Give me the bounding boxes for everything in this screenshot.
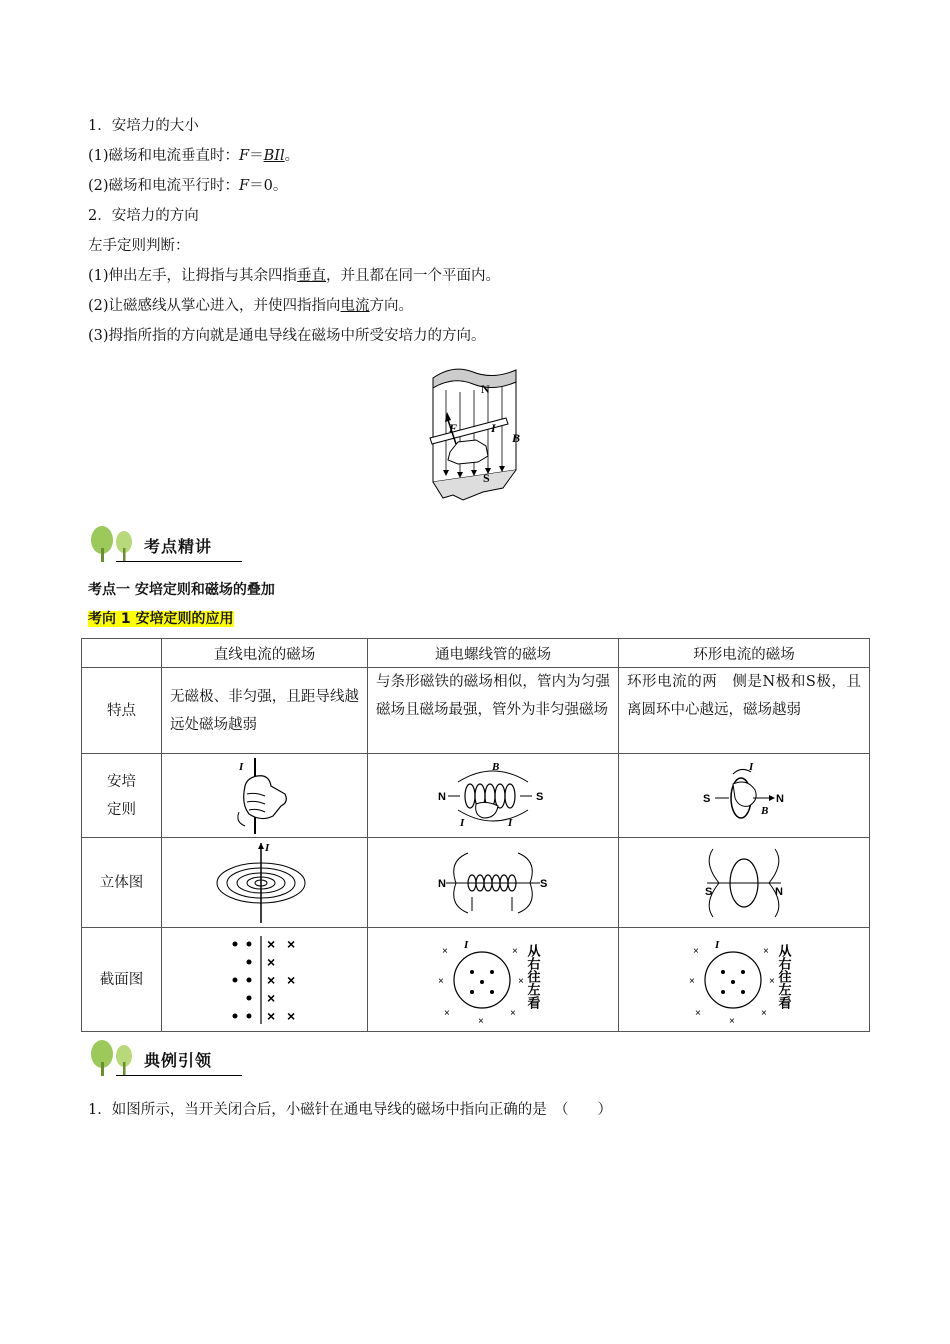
label-I: I bbox=[749, 760, 754, 773]
svg-text:×: × bbox=[266, 971, 275, 988]
svg-text:×: × bbox=[478, 1015, 484, 1026]
solenoid-section-icon bbox=[438, 934, 548, 1026]
left-hand-rule-figure bbox=[428, 360, 528, 505]
text: ，并且都在同一个平面内。 bbox=[326, 268, 501, 284]
view-direction-label: 从右往左看 bbox=[524, 943, 540, 1009]
cell-text: 无磁极、非匀强，且距导线越远处磁场越弱 bbox=[170, 688, 359, 733]
row-head-line: 定则 bbox=[107, 801, 136, 818]
table-cell bbox=[162, 928, 368, 1032]
cell-text: 环形电流的两 侧是N极和S极，且离圆环中心越远，磁场越弱 bbox=[627, 674, 861, 718]
divider bbox=[116, 1075, 242, 1076]
svg-text:×: × bbox=[266, 1007, 275, 1024]
table-header: 直线电流的磁场 bbox=[162, 639, 368, 668]
svg-text:×: × bbox=[689, 975, 695, 987]
view-direction-label: 从右往左看 bbox=[775, 943, 791, 1009]
table-cell bbox=[619, 838, 870, 928]
row-head: 立体图 bbox=[82, 838, 162, 928]
label-N: N bbox=[438, 877, 446, 890]
line-step-3: (3)拇指所指的方向就是通电导线在磁场中所受安培力的方向。 bbox=[88, 328, 486, 344]
table-cell bbox=[162, 668, 368, 754]
label-I: I bbox=[264, 841, 269, 854]
table-cell bbox=[162, 838, 368, 928]
underlined-word: 垂直 bbox=[297, 268, 327, 284]
divider bbox=[116, 561, 242, 562]
ring-current-3d-icon bbox=[699, 841, 789, 925]
line-step-1 bbox=[88, 266, 500, 286]
svg-text:×: × bbox=[729, 1015, 735, 1026]
label-I: I bbox=[460, 816, 465, 829]
ring-current-right-hand-icon bbox=[699, 760, 789, 832]
label-N: N bbox=[481, 382, 490, 396]
underlined-word: 电流 bbox=[340, 298, 370, 314]
table-cell bbox=[619, 928, 870, 1032]
table-cell bbox=[368, 838, 619, 928]
label-N: N bbox=[438, 790, 446, 803]
question-1: 1．如图所示，当开关闭合后，小磁针在通电导线的磁场中指向正确的是 （ ） bbox=[88, 1102, 612, 1118]
svg-text:×: × bbox=[444, 1007, 450, 1019]
table-header bbox=[82, 639, 162, 668]
row-head: 特点 bbox=[82, 668, 162, 754]
row-head: 截面图 bbox=[82, 928, 162, 1032]
section-title: 典例引领 bbox=[144, 1051, 213, 1070]
solenoid-3d-icon bbox=[438, 841, 548, 925]
svg-text:×: × bbox=[763, 945, 769, 957]
section-title: 考点精讲 bbox=[144, 537, 213, 556]
label-I: I bbox=[715, 938, 720, 951]
straight-current-3d-icon bbox=[215, 841, 315, 925]
straight-current-section-icon bbox=[225, 934, 305, 1026]
table-cell bbox=[368, 928, 619, 1032]
svg-text:×: × bbox=[518, 975, 524, 987]
text: (1)磁场和电流垂直时： bbox=[88, 148, 240, 164]
svg-text:×: × bbox=[266, 989, 275, 1006]
label-I: I bbox=[464, 938, 469, 951]
table-cell bbox=[368, 668, 619, 754]
label-S: S bbox=[703, 792, 711, 805]
label-I: I bbox=[508, 816, 513, 829]
table-row bbox=[82, 838, 870, 928]
line-perpendicular bbox=[88, 146, 299, 166]
label-S: S bbox=[536, 790, 544, 803]
text: (2)磁场和电流平行时： bbox=[88, 178, 240, 194]
svg-text:×: × bbox=[438, 975, 444, 987]
topic-title: 考点一 安培定则和磁场的叠加 bbox=[88, 582, 275, 598]
subtopic-title: 考向 1 安培定则的应用 bbox=[88, 611, 234, 627]
table-header-row bbox=[82, 639, 870, 668]
label-N: N bbox=[776, 792, 784, 805]
cell-text: 与条形磁铁的磁场相似，管内为匀强磁场且磁场最强，管外为非匀强磁场 bbox=[376, 674, 610, 718]
label-I: I bbox=[238, 760, 243, 773]
text: (1)伸出左手，让拇指与其余四指 bbox=[88, 268, 298, 284]
ring-current-section-icon bbox=[689, 934, 799, 1026]
table-cell bbox=[619, 754, 870, 838]
text: 。 bbox=[284, 148, 300, 164]
text: ＝ bbox=[249, 148, 264, 164]
svg-text:×: × bbox=[512, 945, 518, 957]
label-S: S bbox=[540, 877, 548, 890]
text: ＝0。 bbox=[249, 178, 288, 194]
row-head bbox=[82, 754, 162, 838]
label-I: I bbox=[491, 421, 496, 435]
svg-text:×: × bbox=[761, 1007, 767, 1019]
svg-text:×: × bbox=[286, 1007, 295, 1024]
svg-text:×: × bbox=[693, 945, 699, 957]
label-N: N bbox=[775, 885, 783, 898]
label-F: F bbox=[449, 421, 458, 435]
label-B: B bbox=[512, 431, 521, 445]
table-row bbox=[82, 754, 870, 838]
tree-icon bbox=[88, 1038, 136, 1078]
table-cell bbox=[619, 668, 870, 754]
symbol-F: F bbox=[239, 178, 250, 194]
table-row bbox=[82, 928, 870, 1032]
text: (2)让磁感线从掌心进入，并使四指指向 bbox=[88, 298, 341, 314]
line-step-2 bbox=[88, 296, 413, 316]
svg-text:×: × bbox=[769, 975, 775, 987]
svg-text:×: × bbox=[695, 1007, 701, 1019]
heading-ampere-force-direction: 2．安培力的方向 bbox=[88, 208, 199, 224]
row-head-line: 安培 bbox=[107, 773, 136, 790]
label-S: S bbox=[705, 885, 713, 898]
line-parallel bbox=[88, 176, 287, 196]
table-cell bbox=[368, 754, 619, 838]
text: 方向。 bbox=[369, 298, 414, 314]
solenoid-right-hand-icon bbox=[438, 760, 548, 832]
heading-ampere-force-magnitude: 1．安培力的大小 bbox=[88, 118, 199, 134]
table-cell bbox=[162, 754, 368, 838]
formula-BIl: BIl bbox=[263, 148, 285, 164]
straight-current-right-hand-icon bbox=[225, 756, 305, 836]
label-B: B bbox=[761, 804, 769, 817]
svg-text:×: × bbox=[442, 945, 448, 957]
svg-text:×: × bbox=[510, 1007, 516, 1019]
table-header: 环形电流的磁场 bbox=[619, 639, 870, 668]
label-B: B bbox=[492, 760, 500, 773]
line-left-hand-rule: 左手定则判断： bbox=[88, 238, 190, 254]
svg-text:×: × bbox=[266, 935, 275, 952]
magnetic-field-table bbox=[81, 638, 870, 1032]
svg-text:×: × bbox=[286, 935, 295, 952]
section-header-examples bbox=[88, 1036, 248, 1082]
section-header-key-points bbox=[88, 522, 248, 568]
svg-text:×: × bbox=[286, 971, 295, 988]
table-row bbox=[82, 668, 870, 754]
symbol-F: F bbox=[239, 148, 250, 164]
tree-icon bbox=[88, 524, 136, 564]
table-header: 通电螺线管的磁场 bbox=[368, 639, 619, 668]
label-S: S bbox=[483, 471, 490, 485]
svg-text:×: × bbox=[266, 953, 275, 970]
